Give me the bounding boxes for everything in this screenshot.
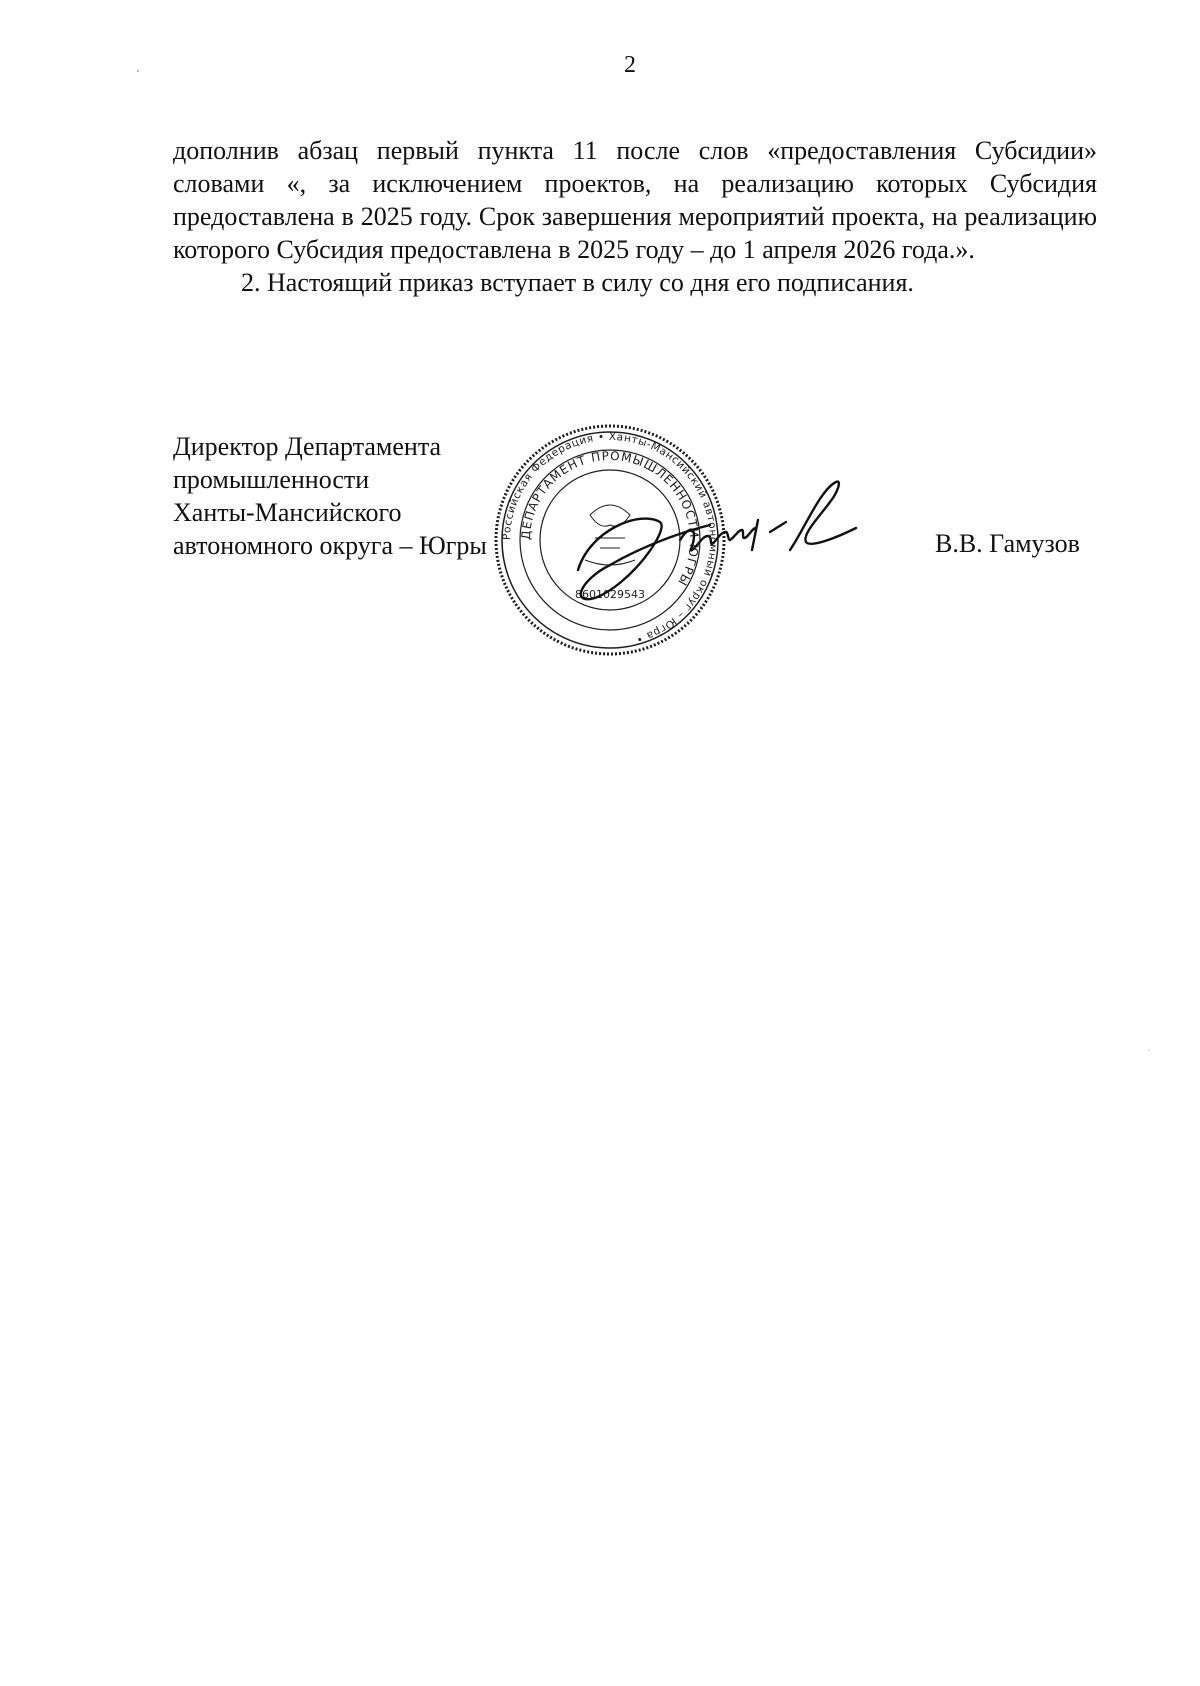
paragraph-continuation: дополнив абзац первый пункта 11 после слов «предоставления Субсидии» словами «, за исключением проектов, на реализацию которых Субсидия предоставлена в 2025 году. Срок завершения мероприятий проекта, на реализацию которого Субсидия предоставлена в 2025 году – до 1 апреля 2026 года.». xyxy=(173,136,1097,264)
paragraph-item-2: 2. Настоящий приказ вступает в силу со дня его подписания. xyxy=(241,268,914,297)
signer-title-line: Директор Департамента xyxy=(173,432,442,461)
seal-outer-ring-text: Российская Федерация • Ханты-Мансийский автономный округ – Югра • xyxy=(500,430,720,646)
document-body xyxy=(173,134,1097,299)
signer-title-line: Ханты-Мансийского xyxy=(173,498,402,527)
page-number: 2 xyxy=(624,52,636,78)
signer-title-line: автономного округа – Югры xyxy=(173,531,487,560)
signer-title-line: промышленности xyxy=(173,465,370,494)
handwritten-signature xyxy=(570,470,910,610)
seal-inner-ring-text: ДЕПАРТАМЕНТ ПРОМЫШЛЕННОСТИ ЮГРЫ xyxy=(518,448,702,589)
signature-title-block xyxy=(173,430,487,562)
scan-speck xyxy=(1148,1050,1150,1051)
seal-inn-text: 8601029543 xyxy=(575,588,645,601)
signer-name: В.В. Гамузов xyxy=(935,529,1080,558)
